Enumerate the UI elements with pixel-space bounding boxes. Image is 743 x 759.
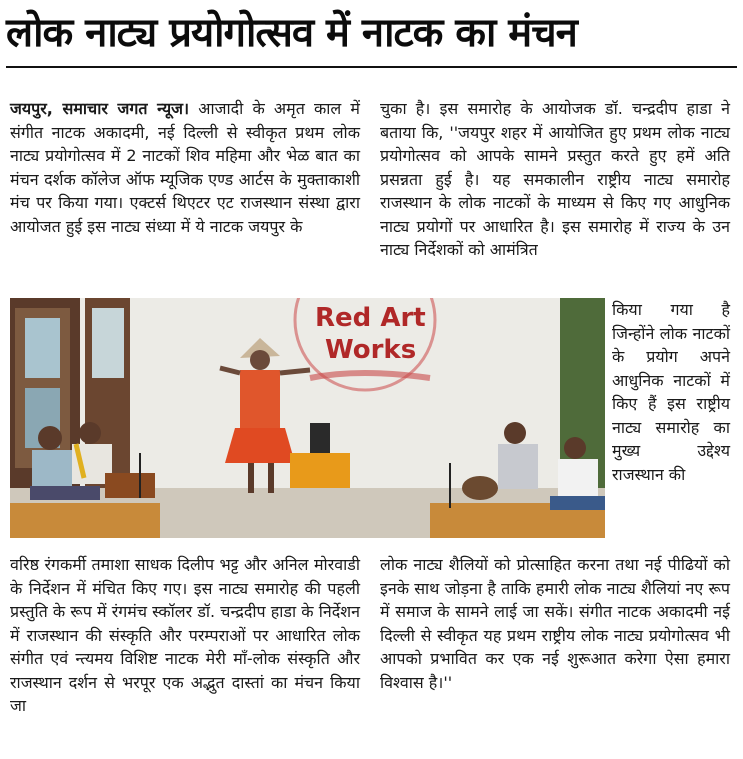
article-column-1-top [10, 97, 360, 238]
stage-photo [10, 298, 605, 538]
banner-text-2: Works [325, 335, 417, 365]
article-column-2-top: चुका है। इस समारोह के आयोजक डॉ. चन्द्रदीप हाडा ने बताया कि, ''जयपुर शहर में आयोजित हुए प्रथम लोक नाट्य प्रयोगोत्सव को आपके सामने प्रस्तुत करते हुए हमें अति प्रसन्नता हुई है। यह समकालीन राष्ट्रीय नाट्य समारोह राजस्थान के लोक नाटकों के माध्यम से किए गए आधुनिक नाट्य प्रयोगों पर आधारित है। इस समारोह में राज्य के उन नाट्य निर्देशकों को आमंत्रित [380, 99, 730, 259]
dateline: जयपुर, समाचार जगत न्यूज। [10, 99, 190, 118]
article-column-2-bottom: लोक नाट्य शैलियों को प्रोत्साहित करना तथा नई पीढियों को इनके साथ जोड़ना है ताकि हमारी लोक नाट्य शैलियां नए रूप में समाज के सामने लाई जा सकें। संगीत नाटक अकादमी नई दिल्ली से स्वीकृत यह प्रथम राष्ट्रीय लोक नाट्य प्रयोगोत्सव भी आपको प्रभावित कर एक नई शुरूआत करेगा ऐसा हमारा विश्वास है।'' [380, 555, 730, 692]
banner-text-1: Red Art [315, 303, 426, 333]
article-column-2-wrap: किया गया है जिन्होंने लोक नाटकों के प्रयोग अपने आधुनिक नाटकों में किए हैं इस राष्ट्रीय नाट्य समारोह का मुख्य उद्देश्य राजस्थान की [612, 300, 730, 484]
column-1-top-text: आजादी के अमृत काल में संगीत नाटक अकादमी, नई दिल्ली से स्वीकृत प्रथम लोक नाट्य प्रयोगोत्सव में 2 नाटकों शिव महिमा और भेळ बात का मंचन दर्शक कॉलेज ऑफ म्यूजिक एण्ड आर्टस के मुक्ताकाशी मंच पर किया गया। एक्टर्स थिएटर एट राजस्थान संस्था द्वारा आयोजत हुई इस नाट्य संध्या में ये नाटक जयपुर के [10, 99, 361, 236]
headline: लोक नाट्य प्रयोगोत्सव में नाटक का मंचन [6, 10, 577, 56]
headline-rule [6, 66, 737, 68]
performance-image [10, 298, 605, 538]
article-column-1-bottom: वरिष्ठ रंगकर्मी तमाशा साधक दिलीप भट्ट और अनिल मोरवाडी के निर्देशन में मंचित किए गए। इस नाट्य समारोह की पहली प्रस्तुति के रूप में रंगमंच स्कॉलर डॉ. चन्द्रदीप हाडा के निर्देशन में राजस्थान की संस्कृति और परम्पराओं पर आधारित लोक संगीत एवं न्त्यमय विशिष्ट नाटक मेरी माँ-लोक संस्कृति और राजस्थान दर्शन से भरपूर एक अद्भुत दास्तां का मंचन किया जा [10, 555, 360, 715]
